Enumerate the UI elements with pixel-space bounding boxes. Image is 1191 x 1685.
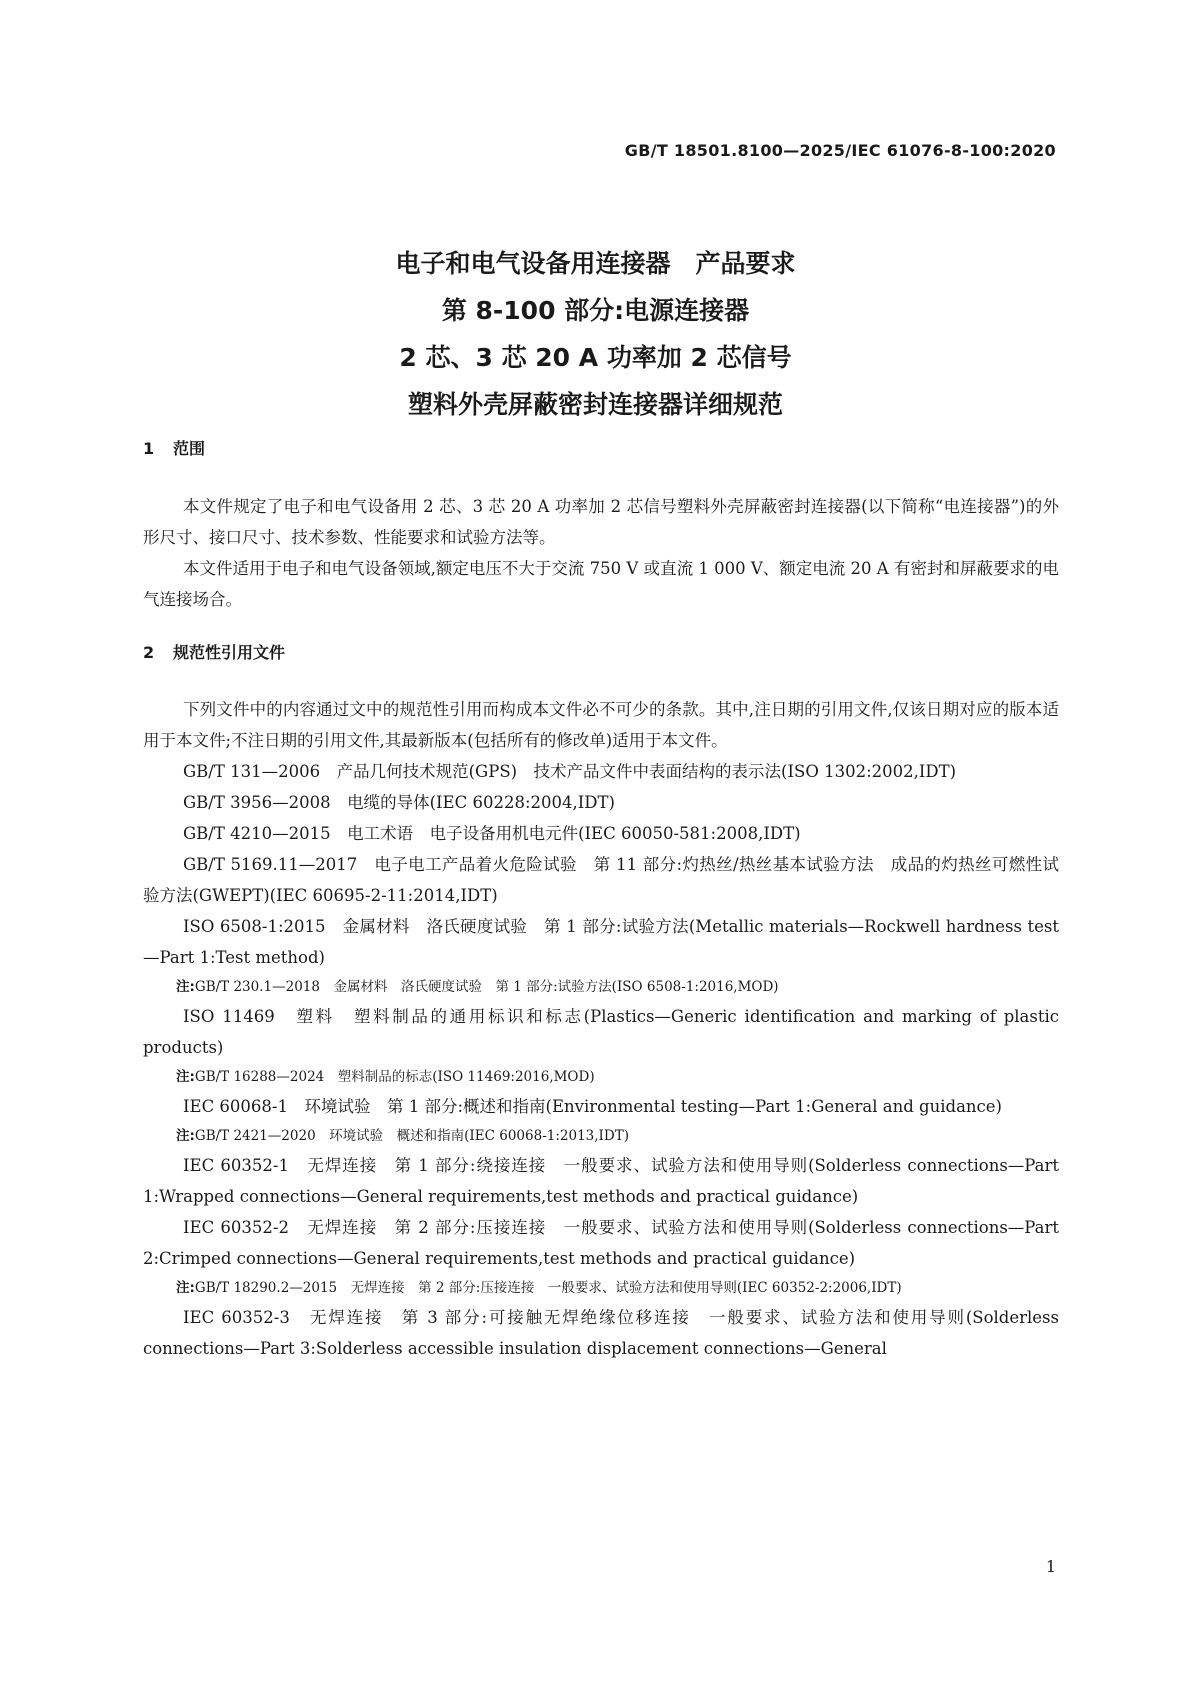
document-title [0, 240, 1191, 428]
section-1-heading [143, 436, 205, 459]
reference-item: GB/T 4210—2015 电工术语 电子设备用机电元件(IEC 60050-581:2008,IDT) [183, 824, 801, 843]
section-1-number: 1 [143, 439, 155, 458]
reference-item: ISO 11469 塑料 塑料制品的通用标识和标志(Plastics—Generic identification and marking of plastic products) [143, 1007, 1059, 1057]
scope-paragraph-2: 本文件适用于电子和电气设备领域,额定电压不大于交流 750 V 或直流 1 000 V、额定电流 20 A 有密封和屏蔽要求的电气连接场合。 [143, 559, 1059, 609]
references-intro: 下列文件中的内容通过文中的规范性引用而构成本文件必不可少的条款。其中,注日期的引用文件,仅该日期对应的版本适用于本文件;不注日期的引用文件,其最新版本(包括所有的修改单)适用于本文件。 [143, 700, 1059, 750]
section-2-body [143, 694, 1059, 1364]
reference-item: IEC 60068-1 环境试验 第 1 部分:概述和指南(Environmental testing—Part 1:General and guidance) [183, 1097, 1002, 1116]
reference-note [176, 1063, 1059, 1091]
section-1-title: 范围 [173, 439, 206, 458]
reference-item: IEC 60352-2 无焊连接 第 2 部分:压接连接 一般要求、试验方法和使用导则(Solderless connections—Part 2:Crimped connections—General requirements,test methods and practical guidance) [143, 1218, 1059, 1268]
title-line-2: 第 8-100 部分:电源连接器 [441, 296, 750, 325]
reference-item: IEC 60352-3 无焊连接 第 3 部分:可接触无焊绝缘位移连接 一般要求、试验方法和使用导则(Solderless connections—Part 3:Solderless accessible insulation displacement connections—General [143, 1308, 1059, 1358]
note-label: 注: [176, 979, 195, 995]
reference-item: GB/T 3956—2008 电缆的导体(IEC 60228:2004,IDT) [183, 793, 615, 812]
reference-item: GB/T 5169.11—2017 电子电工产品着火危险试验 第 11 部分:灼热丝/热丝基本试验方法 成品的灼热丝可燃性试验方法(GWEPT)(IEC 60695-2-11:2014,IDT) [143, 855, 1059, 905]
reference-item: ISO 6508-1:2015 金属材料 洛氏硬度试验 第 1 部分:试验方法(Metallic materials—Rockwell hardness test—Part 1:Test method) [143, 917, 1059, 967]
reference-item: GB/T 131—2006 产品几何技术规范(GPS) 技术产品文件中表面结构的表示法(ISO 1302:2002,IDT) [183, 762, 957, 781]
note-label: 注: [176, 1069, 195, 1085]
title-line-3: 2 芯、3 芯 20 A 功率加 2 芯信号 [399, 343, 792, 372]
reference-note [176, 973, 1059, 1001]
title-line-4: 塑料外壳屏蔽密封连接器详细规范 [407, 390, 783, 419]
title-line-1: 电子和电气设备用连接器 产品要求 [395, 249, 796, 278]
note-text: GB/T 2421—2020 环境试验 概述和指南(IEC 60068-1:2013,IDT) [194, 1128, 629, 1144]
section-2-heading [143, 640, 285, 663]
section-2-number: 2 [143, 643, 155, 662]
reference-note [176, 1122, 1059, 1150]
note-text: GB/T 230.1—2018 金属材料 洛氏硬度试验 第 1 部分:试验方法(ISO 6508-1:2016,MOD) [194, 979, 779, 995]
note-label: 注: [176, 1280, 195, 1296]
page-number: 1 [1045, 1557, 1056, 1576]
reference-note [176, 1274, 1059, 1302]
note-label: 注: [176, 1128, 195, 1144]
section-1-body [143, 491, 1059, 615]
reference-item: IEC 60352-1 无焊连接 第 1 部分:绕接连接 一般要求、试验方法和使用导则(Solderless connections—Part 1:Wrapped connections—General requirements,test methods and practical guidance) [143, 1156, 1059, 1206]
note-text: GB/T 18290.2—2015 无焊连接 第 2 部分:压接连接 一般要求、试验方法和使用导则(IEC 60352-2:2006,IDT) [194, 1280, 902, 1296]
section-2-title: 规范性引用文件 [173, 643, 286, 662]
standard-number: GB/T 18501.8100—2025/IEC 61076-8-100:2020 [624, 141, 1056, 160]
scope-paragraph-1: 本文件规定了电子和电气设备用 2 芯、3 芯 20 A 功率加 2 芯信号塑料外壳屏蔽密封连接器(以下简称“电连接器”)的外形尺寸、接口尺寸、技术参数、性能要求和试验方法等。 [143, 497, 1059, 547]
note-text: GB/T 16288—2024 塑料制品的标志(ISO 11469:2016,MOD) [194, 1069, 595, 1085]
